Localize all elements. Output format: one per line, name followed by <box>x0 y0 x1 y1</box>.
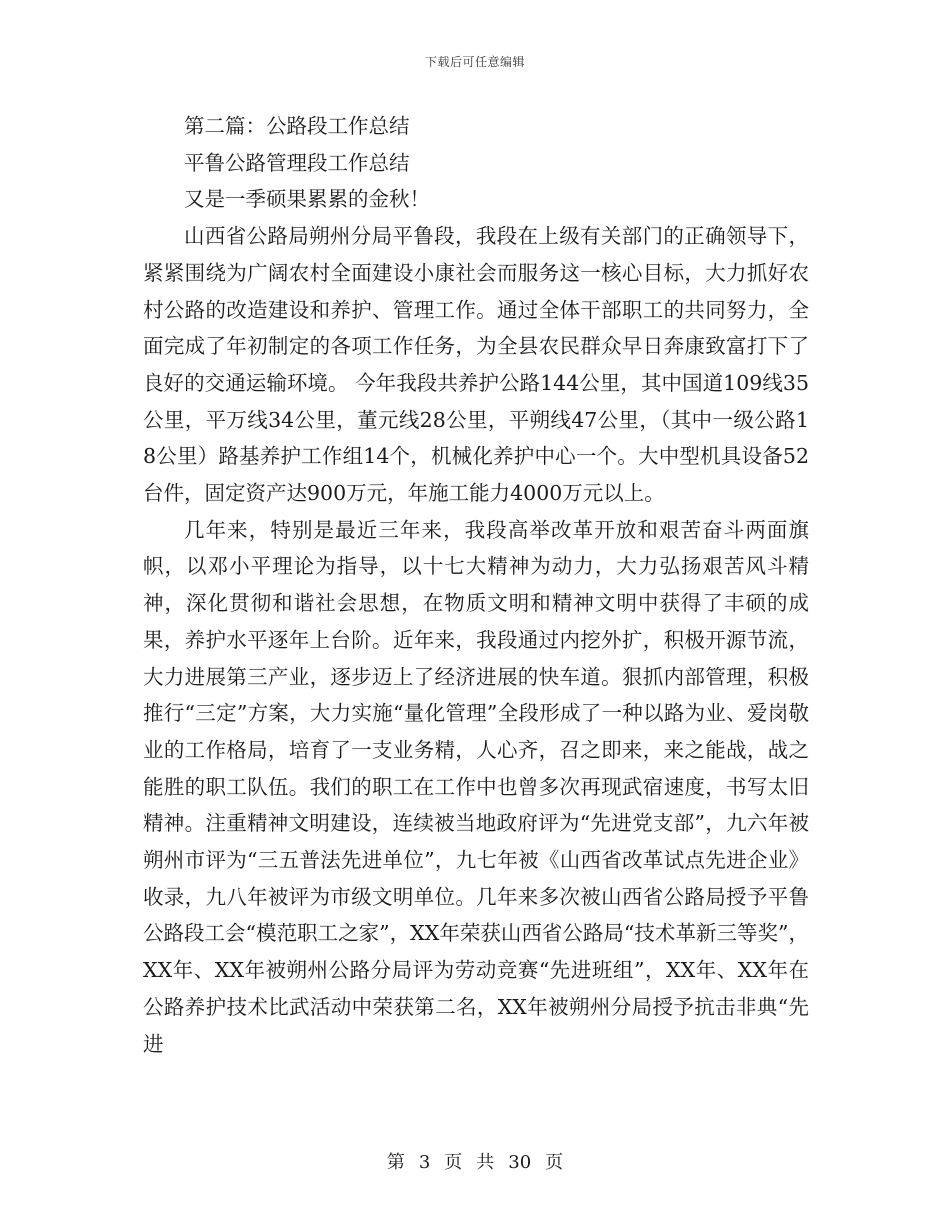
body-paragraph-achievements: 几年来，特别是最近三年来，我段高举改革开放和艰苦奋斗两面旗帜，以邓小平理论为指导，以十七大精神为动力，大力弘扬艰苦风斗精神，深化贯彻和谐社会思想，在物质文明和精神文明中获得了丰硕的成果，养护水平逐年上台阶。近年来，我段通过内挖外扩，积极开源节流，大力进展第三产业，逐步迈上了经济进展的快车道。狠抓内部管理，积极推行“三定”方案，大力实施“量化管理”全段形成了一种以路为业、爱岗敬业的工作格局，培育了一支业务精，人心齐，召之即来，来之能战，战之能胜的职工队伍。我们的职工在工作中也曾多次再现武宿速度，书写太旧精神。注重精神文明建设，连续被当地政府评为“先进党支部”，九六年被朔州市评为“三五普法先进单位”，九七年被《山西省改革试点先进企业》收录，九八年被评为市级文明单位。几年来多次被山西省公路局授予平鲁公路段工会“模范职工之家”，XX年荣获山西省公路局“技术革新三等奖”，XX年、XX年被朔州公路分局评为劳动竞赛“先进班组”，XX年、XX年在公路养护技术比武活动中荣获第二名，XX年被朔州分局授予抗击非典“先进 <box>143 517 809 1056</box>
page-label-mid: 页 <box>444 1152 463 1173</box>
total-pages-number: 30 <box>508 1152 532 1173</box>
current-page-number: 3 <box>418 1152 431 1173</box>
chapter-title: 第二篇：公路段工作总结 <box>184 114 410 138</box>
page-footer <box>0 1148 950 1174</box>
document-body <box>143 108 809 1062</box>
report-title: 平鲁公路管理段工作总结 <box>184 150 410 175</box>
page-label-prefix: 第 <box>386 1152 405 1173</box>
page-header-note: 下载后可任意编辑 <box>424 55 525 69</box>
page-label-suffix: 页 <box>545 1152 564 1173</box>
opening-line: 又是一季硕果累累的金秋！ <box>184 187 430 212</box>
total-label: 共 <box>476 1152 495 1173</box>
body-paragraph-intro: 山西省公路局朔州分局平鲁段，我段在上级有关部门的正确领导下，紧紧围绕为广阔农村全面建设小康社会而服务这一核心目标，大力抓好农村公路的改造建设和养护、管理工作。通过全体干部职工的共同努力，全面完成了年初制定的各项工作任务，为全县农民群众早日奔康致富打下了良好的交通运输环境。 今年我段共养护公路144公里，其中国道109线35公里，平万线34公里，董元线28公里，平朔线47公里，（其中一级公路18公里）路基养护工作组14个，机械化养护中心一个。大中型机具设备52台件，固定资产达900万元，年施工能力4000万元以上。 <box>143 224 809 506</box>
